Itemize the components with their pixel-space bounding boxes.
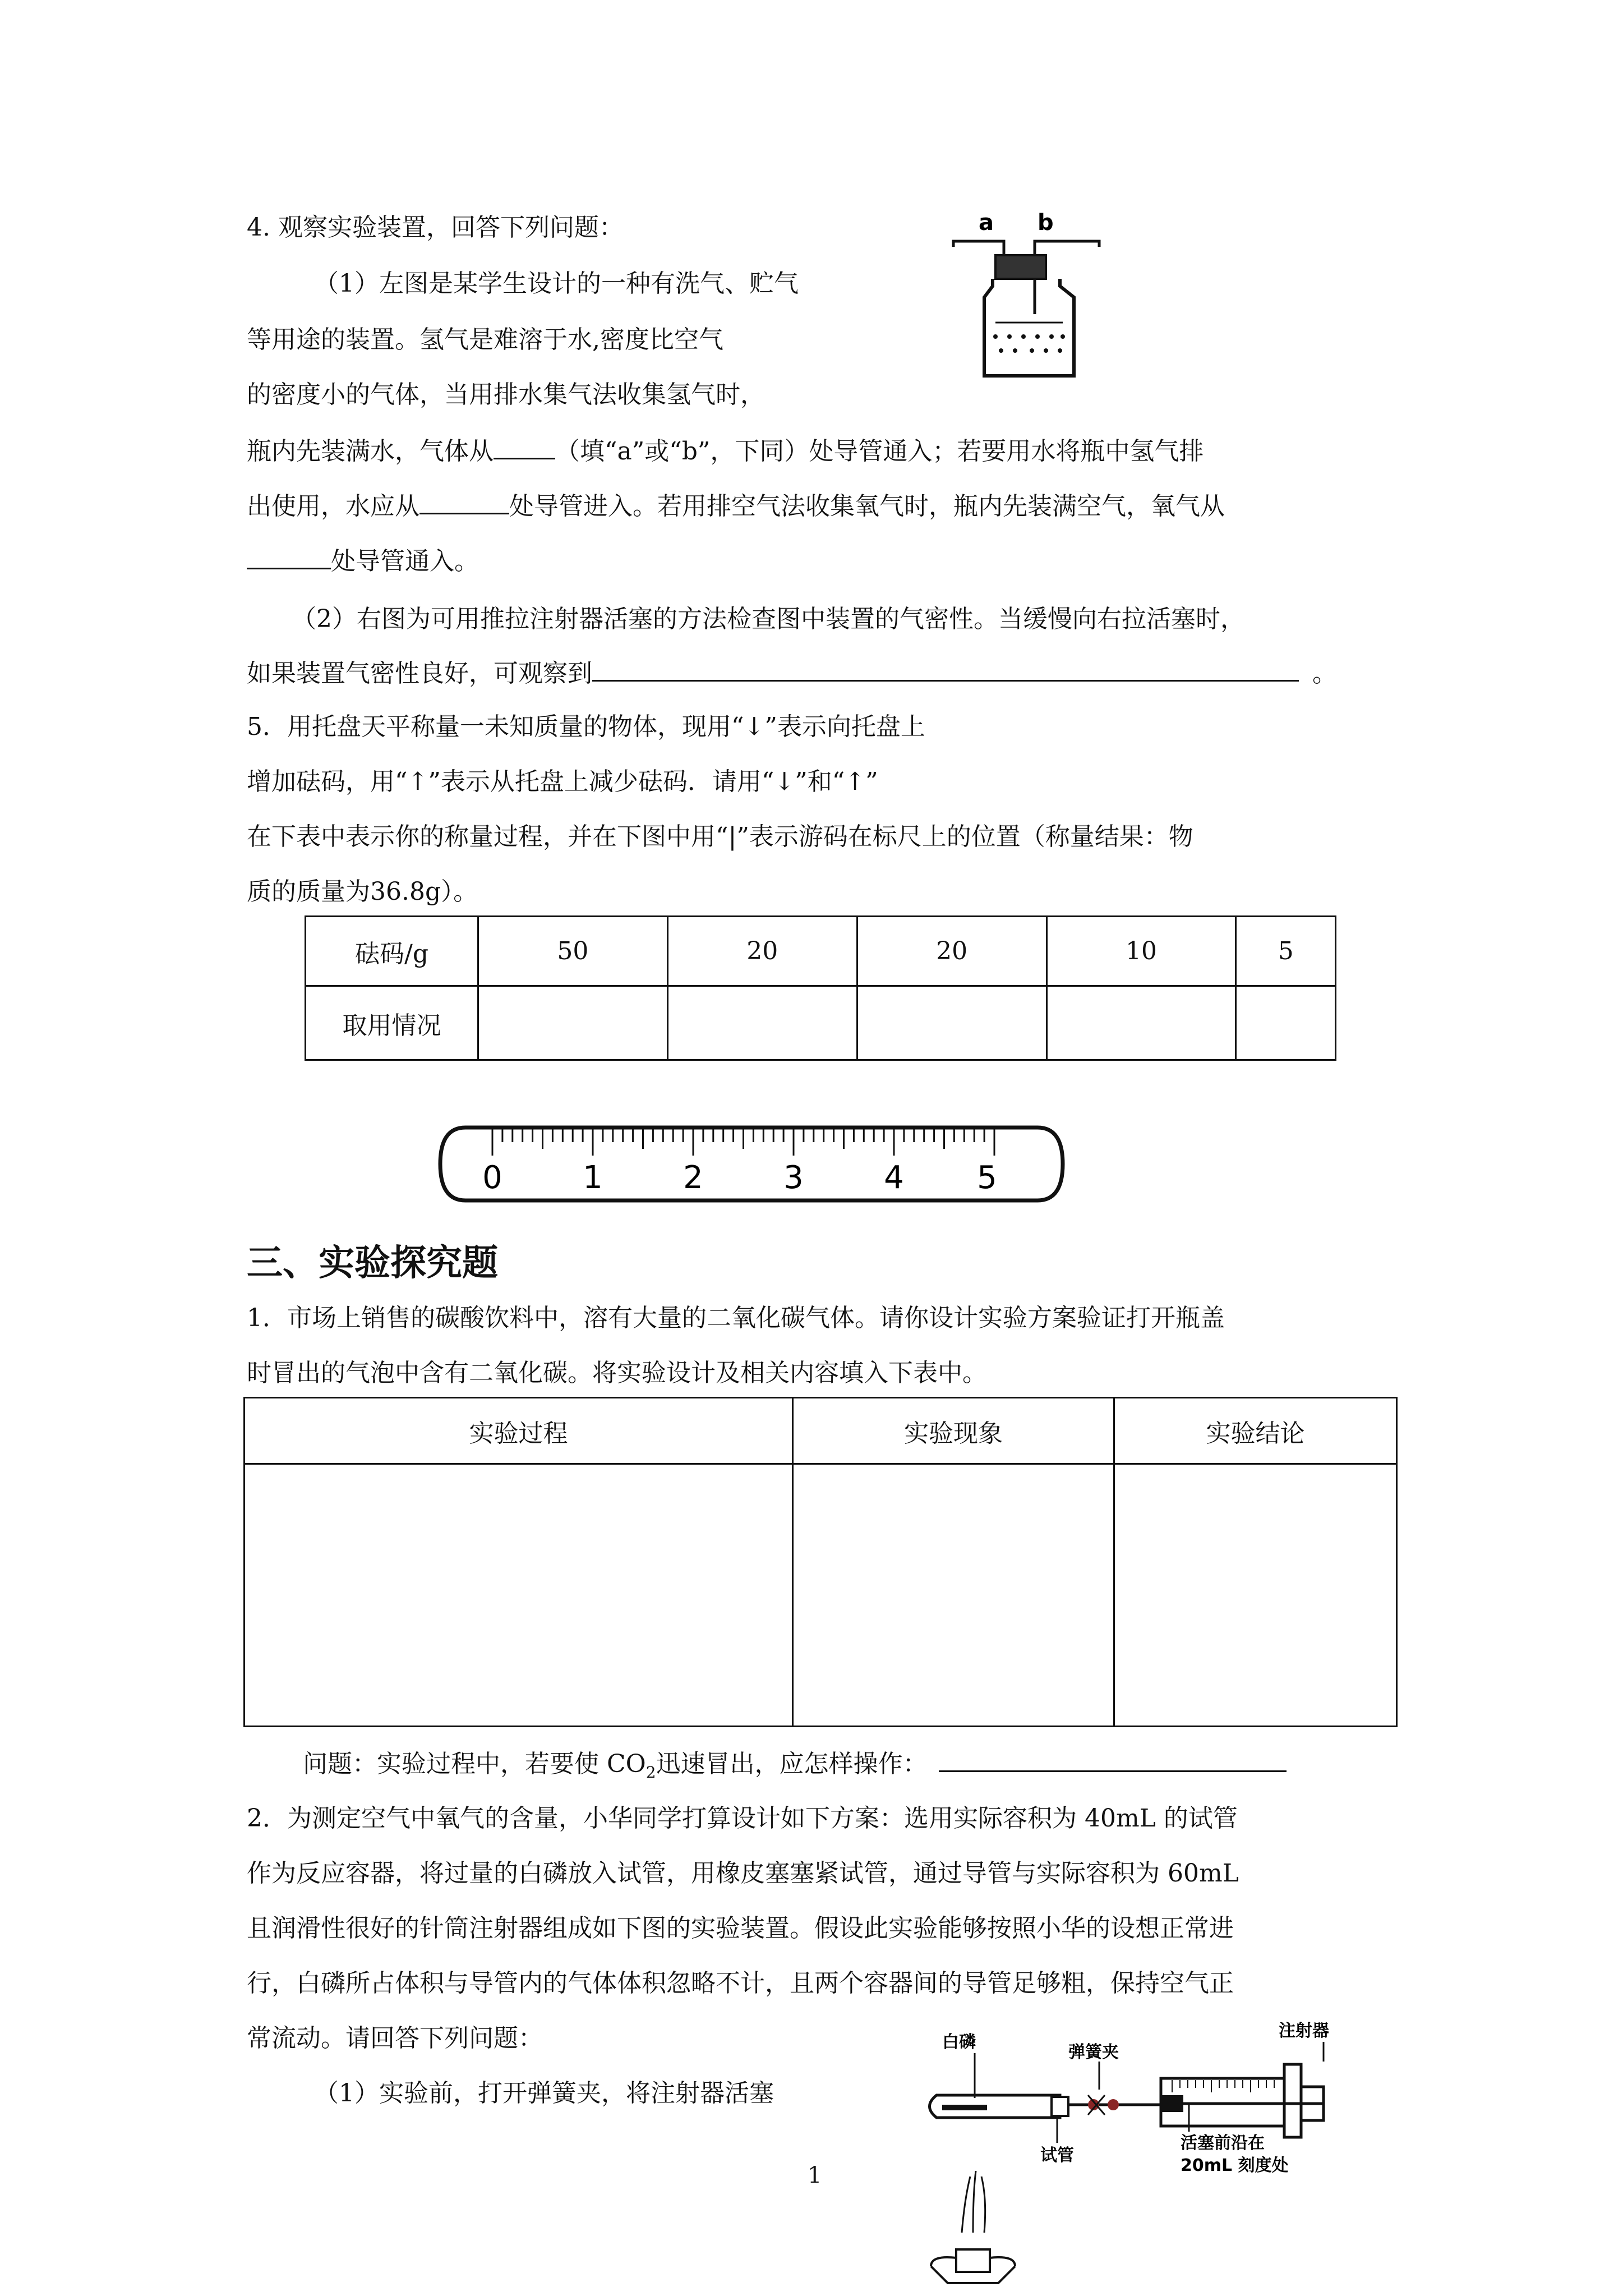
balance-ruler[interactable]	[432, 1116, 1071, 1212]
q4-line5-text: 出使用，水应从	[247, 492, 419, 521]
question-text2: 迅速冒出，应怎样操作：	[656, 1750, 928, 1778]
s3-q2-p1: （1）实验前，打开弹簧夹，将注射器活塞	[314, 2079, 774, 2108]
experiment-answer-row	[245, 1464, 1397, 1727]
s3-q2-line5: 常流动。请回答下列问题：	[247, 2024, 543, 2053]
weights-row	[306, 917, 1336, 986]
answer-phenomenon[interactable]	[793, 1464, 1114, 1727]
header-phenomenon: 实验现象	[793, 1398, 1114, 1464]
ruler-label: 1	[583, 1159, 603, 1196]
usage-answer-cell[interactable]	[857, 986, 1046, 1060]
s3-q1-line2: 时冒出的气泡中含有二氧化碳。将实验设计及相关内容填入下表中。	[247, 1359, 987, 1387]
q4-p2-text: 如果装置气密性良好，可观察到	[247, 659, 592, 688]
q4-p2-line2	[247, 657, 1337, 689]
weight-cell: 10	[1046, 917, 1236, 986]
question-text: 问题：实验过程中，若要使 CO	[303, 1750, 646, 1778]
label-clip: 弹簧夹	[1068, 2042, 1119, 2062]
q4-line4-text: 瓶内先装满水，气体从	[247, 437, 494, 466]
q4-p1-line2: 等用途的装置。氢气是难溶于水,密度比空气	[247, 325, 723, 354]
s3-q1-line1: 1．市场上销售的碳酸饮料中，溶有大量的二氧化碳气体。请你设计实验方案验证打开瓶盖	[247, 1304, 1225, 1332]
weight-cell: 20	[857, 917, 1046, 986]
ruler-labels	[482, 1159, 997, 1196]
q4-p1-line4	[247, 435, 1204, 467]
label-phosphorus: 白磷	[942, 2032, 976, 2052]
s3-q2-line4: 行，白磷所占体积与导管内的气体体积忽略不计，且两个容器间的导管足够粗，保持空气正	[247, 1969, 1234, 1998]
q5-line2: 增加砝码，用“↑”表示从托盘上减少砝码．请用“↓”和“↑”	[247, 767, 878, 796]
usage-answer-cell[interactable]	[1046, 986, 1236, 1060]
q4-p2-line1: （2）右图为可用推拉注射器活塞的方法检查图中装置的气密性。当缓慢向右拉活塞时，	[292, 605, 1245, 633]
syringe-scale	[1172, 2080, 1274, 2092]
q4-line5-text2: 处导管进入。若用排空气法收集氧气时，瓶内先装满空气，氧气从	[509, 492, 1225, 521]
q4-line4-text2: （填“a”或“b”，下同）处导管通入；若要用水将瓶中氢气排	[555, 437, 1204, 466]
answer-blank-3[interactable]	[247, 545, 331, 569]
weights-header-cell: 砝码/g	[306, 917, 478, 986]
experiment-header-row	[245, 1398, 1397, 1464]
answer-blank-5[interactable]	[939, 1748, 1287, 1772]
header-conclusion: 实验结论	[1114, 1398, 1397, 1464]
section-heading: 三、实验探究题	[247, 1243, 498, 1284]
weight-cell: 5	[1236, 917, 1336, 986]
weight-cell: 50	[478, 917, 668, 986]
s3-q2-line1: 2．为测定空气中氧气的含量，小华同学打算设计如下方案：选用实际容积为 40mL 的试管	[247, 1804, 1238, 1833]
usage-answer-cell[interactable]	[1236, 986, 1336, 1060]
ruler-label: 0	[482, 1159, 502, 1196]
q4-line6-text: 处导管通入。	[331, 547, 479, 576]
answer-blank-2[interactable]	[419, 490, 509, 514]
q4-p1-line6	[247, 545, 479, 577]
bottle-label-a: a	[979, 210, 994, 236]
header-process: 实验过程	[245, 1398, 793, 1464]
q4-p1-line3: 的密度小的气体，当用排水集气法收集氢气时，	[247, 380, 765, 409]
label-test-tube: 试管	[1040, 2146, 1074, 2165]
ruler-label: 5	[977, 1159, 997, 1196]
usage-header-cell: 取用情况	[306, 986, 478, 1060]
answer-blank-1[interactable]	[494, 435, 555, 459]
co2-subscript: 2	[645, 1763, 656, 1782]
q4-p1-line1: （1）左图是某学生设计的一种有洗气、贮气	[314, 269, 799, 298]
q5-line3: 在下表中表示你的称量过程，并在下图中用“|”表示游码在标尺上的位置（称量结果：物	[247, 822, 1193, 851]
usage-answer-cell[interactable]	[667, 986, 857, 1060]
q5-line1: 5．用托盘天平称量一未知质量的物体，现用“↓”表示向托盘上	[247, 712, 925, 741]
usage-row	[306, 986, 1336, 1060]
ruler-label: 2	[683, 1159, 703, 1196]
q4-p2-period: 。	[1312, 659, 1337, 688]
answer-process[interactable]	[245, 1464, 793, 1727]
q4-title: 4. 观察实验装置，回答下列问题：	[247, 213, 624, 242]
ruler-label: 3	[783, 1159, 804, 1196]
q5-line4: 质的质量为36.8g）。	[247, 877, 478, 906]
s3-q2-line3: 且润滑性很好的针筒注射器组成如下图的实验装置。假设此实验能够按照小华的设想正常进	[247, 1914, 1234, 1943]
answer-blank-4[interactable]	[592, 657, 1299, 682]
s3-q2-line2: 作为反应容器，将过量的白磷放入试管，用橡皮塞塞紧试管，通过导管与实际容积为 60mL	[247, 1859, 1239, 1888]
answer-conclusion[interactable]	[1114, 1464, 1397, 1727]
bottle-label-b: b	[1038, 210, 1054, 236]
usage-answer-cell[interactable]	[478, 986, 668, 1060]
s3-question	[303, 1748, 1287, 1788]
apparatus-diagram	[897, 2008, 1402, 2289]
ruler-ticks	[492, 1129, 994, 1156]
weight-cell: 20	[667, 917, 857, 986]
experiment-table	[243, 1397, 1398, 1727]
label-piston-note2: 20mL 刻度处	[1181, 2156, 1289, 2175]
page-number: 1	[808, 2162, 822, 2188]
q4-p1-line5	[247, 490, 1225, 522]
label-syringe: 注射器	[1279, 2021, 1329, 2041]
weights-table	[305, 915, 1336, 1061]
label-piston-note1: 活塞前沿在	[1181, 2133, 1265, 2153]
gas-bottle-diagram	[942, 202, 1110, 387]
ruler-label: 4	[884, 1159, 904, 1196]
